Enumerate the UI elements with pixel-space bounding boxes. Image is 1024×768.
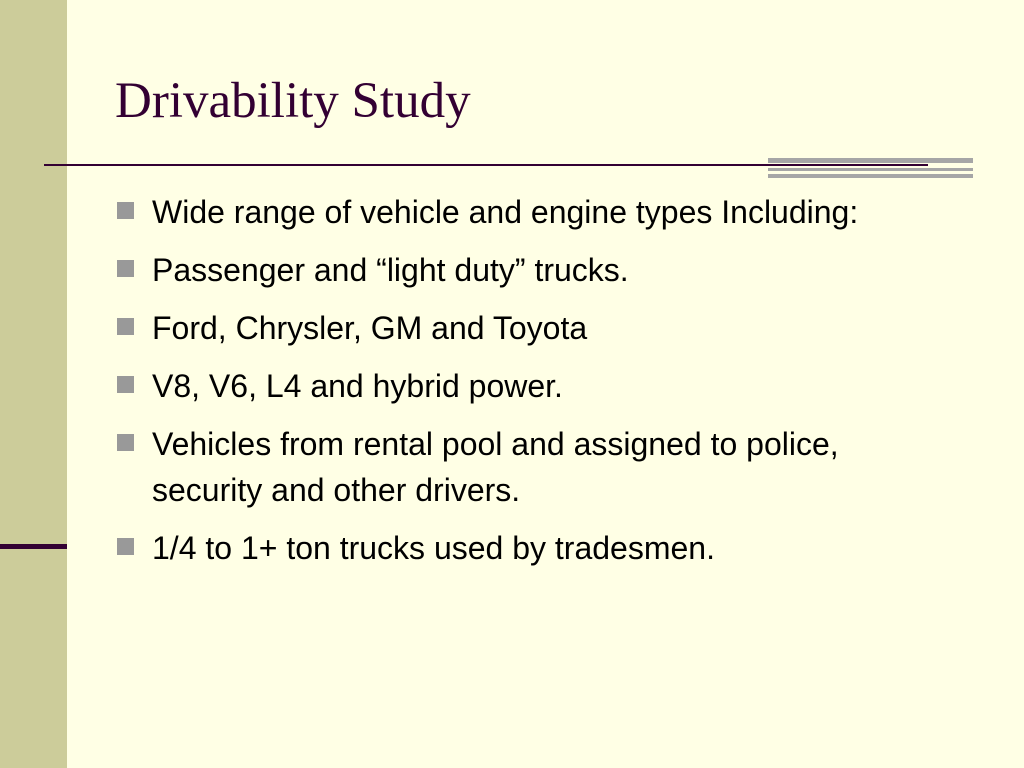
bullet-item (115, 189, 915, 235)
square-bullet-icon (117, 538, 134, 555)
bullet-text: Passenger and “light duty” trucks. (152, 252, 629, 288)
bullet-list (115, 189, 915, 583)
bullet-item (115, 305, 915, 351)
square-bullet-icon (117, 260, 134, 277)
bullet-item (115, 525, 915, 571)
bullet-item (115, 421, 915, 513)
decorative-bar-middle (768, 168, 973, 171)
slide-title: Drivability Study (115, 73, 471, 129)
bullet-item (115, 363, 915, 409)
title-divider (44, 164, 928, 166)
square-bullet-icon (117, 318, 134, 335)
bullet-text: V8, V6, L4 and hybrid power. (152, 368, 563, 404)
left-sidebar-band (0, 0, 67, 768)
bullet-item (115, 247, 915, 293)
decorative-bar-bottom (768, 174, 973, 178)
bullet-text: Wide range of vehicle and engine types Including: (152, 194, 859, 230)
square-bullet-icon (117, 434, 134, 451)
bullet-text: 1/4 to 1+ ton trucks used by tradesmen. (152, 530, 715, 566)
left-accent-bar (0, 544, 67, 549)
bullet-text: Ford, Chrysler, GM and Toyota (152, 310, 588, 346)
bullet-text: Vehicles from rental pool and assigned to police, security and other drivers. (152, 426, 839, 508)
square-bullet-icon (117, 202, 134, 219)
square-bullet-icon (117, 376, 134, 393)
decorative-bar-top (768, 158, 973, 163)
